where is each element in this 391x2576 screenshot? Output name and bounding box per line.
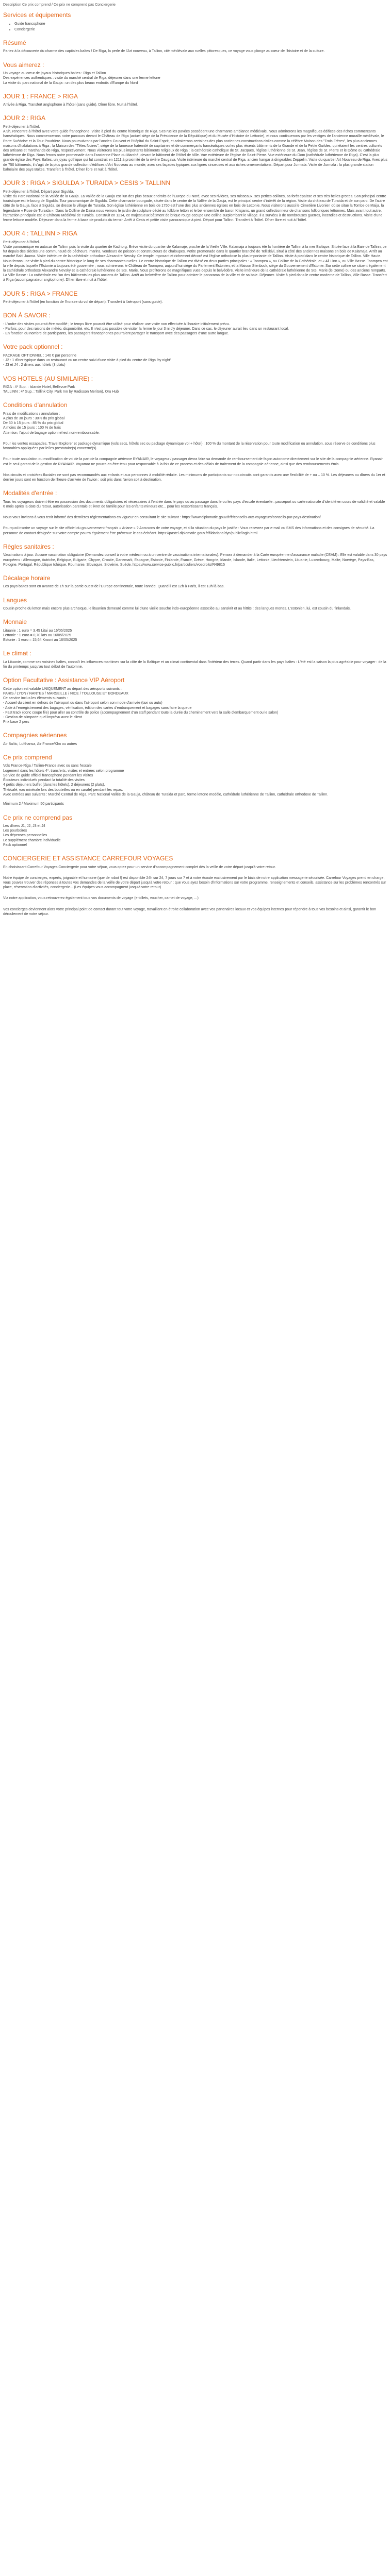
conditions-line: A moins de 15 jours : 100 % de frais — [3, 426, 61, 430]
comprend-text — [3, 764, 388, 806]
aimerez-title: Vous aimerez : — [3, 61, 44, 69]
modalites-title: Modalités d'entrée : — [3, 489, 57, 497]
monnaie-line: Estonie : 1 euro = 15,64 Krooni au 16/05/2025 — [3, 638, 77, 642]
day5-text: Petit-déjeuner à l'hôtel (en fonction de l'horaire du vol de départ). Transfert à l'aéroport (sans guide). — [3, 300, 163, 304]
conditions-line: A plus de 30 jours : 30% du prix global — [3, 417, 65, 420]
services-list — [3, 22, 388, 32]
comprend-line: Minimum 2 / Maximum 50 participants — [3, 802, 64, 806]
sanitaires-title: Règles sanitaires : — [3, 543, 54, 550]
day2-text — [3, 125, 388, 172]
description-header: Description Ce prix comprend / Ce prix ne comprend pas Conciergerie — [3, 3, 116, 7]
day5-title: JOUR 5 : RIGA > FRANCE — [3, 290, 78, 297]
ne-comprend-line: Les dîners J1, J2, J3 et J4 — [3, 824, 45, 828]
langues-title: Langues — [3, 596, 27, 604]
conditions-line: De 30 à 15 jours : 85 % du prix global — [3, 421, 63, 426]
day4-text — [3, 240, 388, 283]
comprend-line: Service de guide officiel francophone pendant les visites — [3, 773, 93, 777]
services-item: • Guide francophone — [14, 22, 388, 26]
resume-text: Partez à la découverte du charme des capitales baltes ! De Riga, la perle de l'Art nouveau, à Tallinn, cité médiévale aux ruelles pittoresques, ce voyage vous plonge au cœur de l'histoire et de la culture. — [3, 49, 325, 54]
conciergerie-paragraph: Via notre application, vous retrouverez également tous vos documents de voyage (e-billets, voucher, carnet de voyage, ...) — [3, 896, 199, 901]
option-text — [3, 687, 388, 725]
option-line: Prix base 2 pers — [3, 720, 29, 724]
day2-intro: Petit-déjeuner à l'hôtel. — [3, 125, 40, 129]
hotels-line: TALLINN : 4* Sup. : Tallink City, Park Inn by Radisson Meriton), Oru Hub — [3, 390, 119, 394]
comprend-line: Vols France-Riga / Tallinn-France avec ou sans l'escale — [3, 764, 92, 768]
pack-line: PACKAGE OPTIONNEL : 140 € par personne — [3, 353, 77, 358]
conditions-paragraph: Pour les ventes escapades, Travel Explorer et package dynamique (vols secs, hôtels sec ou package dynamique vol + hôtel) : 100 % du montant de la réservation pour toute modification ou annulation, sous réserve de conditions plus favorables appliquées par le/les prestataire(s) concerné(s). — [3, 442, 376, 451]
decalage-title: Décalage horaire — [3, 574, 51, 582]
pack-line: - J3 et J4 : 2 diners aux hôtels (3 plats) — [3, 363, 66, 367]
aimerez-line: Des expériences authentiques : visite du marché central de Riga, déjeuner dans une ferme lettone — [3, 76, 160, 80]
day3-body: Visite du Parc National de la Vallée de la Gauja. La Vallée de la Gauja est l'un des plus beaux endroits de l'Europe du Nord, avec ses rivières, ses ruisseaux, ses petites collines, sa forêt épaisse et ses très belles grottes. Son principal centre touristique est le bourg de Sigulda. Tour panoramique de Sigulda. Cette charmante bourgade, située dans le centre de la Vallée de la Gauja, est le principal centre d'intérêt de la région. Visite du château de Turaida et de son parc. De l'autre côté de la Gauja, face à Sigulda, se dresse le village de Turaida. Son église luthérienne en bois de 1750 est l'une des plus anciennes églises en bois de Lettonie. Nous visiterons aussi le Cimetière Livonien où se situe la Tombe de Maija, la légendaire « Rose de Turaida ». Dans la Colline de Daina nous verrons le jardin de sculpture dédié au folklore letton et le bel ensemble de baron Krisjanis, un grand collectionneur de chansons folkloriques lettonnes. Mais avant tout autre, l'attraction principale est le Château Médiéval de Turaida. Construit en 1214, ce majestueux bâtiment de brique rouge occupe une colline surplombant le village. Il a survécu à de nombreuses guerres, incendies et destructions. Visite d'une ferme lettone modèle. Déjeuner dans la ferme à base de produits du terroir. Arrêt à Cesis et petite visite panoramique à pied. Départ pour Tallinn. Transfert à l'hôtel. Dîner libre et nuit à l'hôtel. — [3, 194, 386, 222]
day3-text — [3, 190, 388, 223]
option-line: - Fast track (donc coupe file) pour aller au contrôle de police (accompagnement d'un staff pendant toute la durée du cheminement vers la salle d'embarquement ou le salon) — [3, 710, 279, 715]
ne-comprend-text — [3, 824, 388, 848]
bon-savoir-line: - Parfois, pour des raisons de météo, disponibilité, etc. Il n'est pas possible de visiter la ferme le jour 3 ni d'y déjeuner. Dans ce cas, le déjeuner aurait lieu dans un restaurant local. — [3, 327, 289, 331]
conditions-line: Attention, l'ajout de bagage optionnel est non-remboursable. — [3, 431, 100, 435]
services-item: • Conciergerie — [14, 27, 388, 32]
bon-savoir-line: - L'ordre des visites pourrait être modifié ; le temps libre pourrait être utilisé pour réaliser une visite non effectuée à l'horaire initialement prévu. — [3, 322, 230, 326]
day4-intro: Petit-déjeuner à l'hôtel. — [3, 240, 40, 244]
compagnies-text: Air Baltic, Lufthansa, Air France/Klm ou autres — [3, 742, 77, 746]
monnaie-text — [3, 629, 388, 643]
modalites-paragraph: Nous vous invitons à vous tenir informé des dernières réglementations en vigueur en consultant le site suivant : https://www.diplomatie.gouv.fr/fr/conseils-aux-voyageurs/conseils-par-pays-destination/ — [3, 516, 321, 520]
day1-text: Arrivée à Riga. Transfert anglophone à l'hôtel (sans guide). Dîner libre. Nuit à l'hôtel. — [3, 103, 138, 107]
aimerez-text — [3, 71, 388, 86]
day3-title: JOUR 3 : RIGA > SIGULDA > TURAIDA > CESIS > TALLINN — [3, 179, 171, 187]
conciergerie-paragraph: Vos concierges deviennent alors votre principal point de contact durant tout votre voyage, travaillant en étroite collaboration avec vos partenaires locaux et vos équipes internes pour répondre à tous vos besoins et ainsi, garantir le bon déroulement de votre séjour. — [3, 907, 376, 916]
day3-intro: Petit-déjeuner à l'hôtel. Départ pour Sigulda. — [3, 190, 74, 194]
comprend-line: 4 petits déjeuners buffet (dans les hôtels), 2 déjeuners (2 plats), — [3, 783, 105, 787]
conditions-paragraph: Nos circuits et croisières fluviales ne sont pas recommandés aux enfants et aux personnes à mobilité réduite. Les minimums de participants sur nos circuits sont garantis avec une flexibilité de + ou – 10 %. Les déjeuners ou dîners du 1er et dernier jours sont en fonction de l'heure d'arrivée de l'avion : soit pris dans l'avion soit à destination. — [3, 473, 385, 482]
pack-text — [3, 353, 388, 368]
hotels-line: RIGA : 4* Sup. : Islande Hotel, Bellevue Park — [3, 385, 75, 389]
day4-body: Visite panoramique en autocar de Tallinn puis la visite du quartier de Kadriorg. Brève visite du quartier de Kalamaje, proche de la Vieille Ville. Kalamaja a toujours été la frontière de Tallinn à la mer Baltique. Située face à la Baie de Tallinn, ce fut depuis des siècles une communauté de pêcheurs, marins, vendeurs de poisson et constructeurs de chaloupes. Petite promenade dans le quartier branché de Telliskivi, situé à côté des anciennes maisons en bois de Kalamaja. Arrêt au marché Balti Jaama. Visite intérieure de la cathédrale orthodoxe Alexandre Nevsky. Ce temple imposant et richement décoré est l'église orthodoxe la plus importante de Tallinn. Visite à pied dans le centre historique de Tallinn. Ville Haute. Nous ferons une visite à pied du centre historique le long de ses charmantes ruelles. Le centre historique de Tallinn est divisé en deux parties principales : « Toompea », ou Colline de la Cathédrale, et « All Linn », ou Ville Basse. Toompea est la ville depuis laquelle l'Estonie a toujours été gouvernée ; nous admirerons le Château de Toompea, aujourd'hui siège du Parlement Estonien, et la Maison Stenbock, siège du Gouvernement d'Estonie. Sur cette colline se situent également la cathédrale orthodoxe Alexandre Nevsky et la cathédrale luthérienne de Ste. Marie. Nous profiterons de magnifiques vues depuis le belvédère. Visite intérieure de la cathédrale luthérienne de Ste. Marie (le Dome) ou des anciens remparts. La Ville Basse : La cathédrale est l'un des bâtiments les plus anciens de Tallinn. Arrêt au belvédère de Tallinn pour admirer le panorama de la ville et de sa baie. Déjeuner. Visite à pied dans le centre moderne de Tallinn, Ville Basse. Transfert à Riga (accompagnateur anglophone). Dîner libre et nuit à l'hôtel. — [3, 245, 388, 282]
langues-text: Cousin proche du letton mais encore plus archaïque, le lituanien demeuré comme lui d'une vieille souche indo-européenne associée au sanskrit et au hittite : des langues mortes. L'estonien, lui, est cousin du finlandais. — [3, 607, 351, 611]
aimerez-line: Un voyage au cœur de joyaux historiques baltes : Riga et Tallinn — [3, 72, 106, 76]
monnaie-line: Lettonie : 1 euro = 0,70 lats au 16/05/2025 — [3, 633, 71, 637]
comprend-line: Logement dans les hôtels 4*, transferts, visites et entrées selon programme — [3, 769, 124, 773]
day4-title: JOUR 4 : TALLINN > RIGA — [3, 230, 77, 238]
compagnies-title: Compagnies aériennes — [3, 732, 67, 739]
option-line: Ce service inclus les éléments suivants : — [3, 697, 68, 701]
ne-comprend-line: Le supplément chambre individuelle — [3, 838, 61, 842]
comprend-line: Thé/café, eau minérale lors des bouteilles ou en carafe) pendant les repas. — [3, 788, 123, 792]
bon-savoir-title: BON À SAVOIR : — [3, 312, 51, 319]
climat-text: La Lituanie, comme ses voisines baltes, connaît les influences maritimes sur la côte de la Baltique et un climat continental dans l'intérieur des terres. Quand partir dans les pays baltes : L'été est la saison la plus agréable pour voyager : de la fin du printemps jusqu'au tout début de l'automne. — [3, 660, 386, 669]
option-line: - Accueil du client en dehors de l'aéroport ou dans l'aéroport selon son mode d'arrivée (taxi ou auto) — [3, 701, 162, 705]
monnaie-line: Lituanie : 1 euro = 3,45 Litai au 16/05/2025 — [3, 629, 72, 633]
day1-title: JOUR 1 : FRANCE > RIGA — [3, 92, 78, 100]
conditions-title: Conditions d'annulation — [3, 401, 68, 409]
product-description-page — [0, 3, 391, 925]
pack-line: - J2 : 1 dîner typique dans un restaurant ou un centre suivi d'une visite à pied du centre de Riga 'by night' — [3, 359, 171, 363]
conciergerie-title: CONCIERGERIE ET ASSISTANCE CARREFOUR VOYAGES — [3, 855, 173, 862]
aimerez-line: La visite du parc national de la Gauja : un des plus beaux endroits d'Europe du Nord — [3, 81, 138, 85]
services-title: Services et équipements — [3, 11, 71, 19]
conditions-fees — [3, 412, 388, 435]
climat-title: Le climat : — [3, 650, 31, 657]
modalites-paragraph: Pourquoi inscrire un voyage sur le site officiel du gouvernement français « Ariane » ? Accusons de votre voyage, et si la situation du pays le justifie : Vous recevrez par e-mail ou SMS des informations et des consignes de sécurité. La personne de contact désignée sur votre compte pourra également être prévenue le cas échéant. https://pastel.diplomatie.gouv.fr/fildariane/dyn/public/login.html — [3, 527, 374, 535]
bon-savoir-text — [3, 322, 388, 336]
ne-comprend-line: Les dépenses personnelles — [3, 834, 47, 838]
sanitaires-text: Vaccinations à jour. Aucune vaccination obligatoire (Demandez conseil à votre médecin ou à un centre de vaccinations internationales). Pensez à demander à la Carte européenne d'assurance maladie (CEAM) : Elle est valable dans 30 pays européens : Allemagne, Autriche, Belgique, Bulgarie, Chypre, Croatie, Danemark, Espagne, Estonie, Finlande, France, Grèce, Hongrie, Irlande, Islande, Italie, Lettonie, Liechtenstein, Lituanie, Luxembourg, Malte, Norvège, Pays-Bas, Pologne, Portugal, République tchèque, Roumanie, Slovaquie, Slovénie, Suède. https://www.service-public.fr/particuliers/vosdroits/R49815 — [3, 553, 387, 567]
option-line: Cette option est valable UNIQUEMENT au départ des aéroports suivants : — [3, 687, 122, 691]
option-title: Option Facultative : Assistance VIP Aéroport — [3, 676, 125, 684]
pack-title: Votre pack optionnel : — [3, 343, 63, 351]
day2-body: A 9h, rencontre à l'hôtel avec votre guide francophone. Visite à pied du centre historique de Riga. Ses ruelles pavées possèdent une charmante ambiance médiévale. Nous admirerons les magnifiques édifices des riches commerçants hanséatiques. Nous commencerons notre parcours devant le Château de Riga (actuel siège de la Présidence de la République) et du Musée d'Histoire de Lettonie), et nous continuerons par les vestiges de l'ancienne muraille médiévale, le Porte Suédoise et la Tour Poudrière. Nous poursuivrons par l'ancien Couvent et l'Hôpital du Saint-Esprit, et admirerons certaines des plus anciennes constructions civiles comme la célèbre Maison des "Trois Frères", les plus anciennes maisons d'habitations à Riga ; la Maison des "Têtes Noires", siège de la fameuse fraternité de capitaines et de commerçants hanséatiques ou les plus récents bâtiments de la Grande et de la Petite Guildes, qui étaient les centres culturels des artisans et marchands de Riga, respectivement. Nous visiterons les plus importants bâtiments religieux de Riga : la cathédrale catholique de St. Jacques, l'église luthérienne de St. Jean, l'église de St. Pierre et le Dôme ou cathédrale luthérienne de Riga. Nous ferons notre promenade dans l'ancienne Place du Marché, devant le bâtiment de l'Hôtel de Ville. Vue extérieure de l'église de Saint-Pierre. Vue extérieure du Dom (cathédrale luthérienne de Riga). C'est la plus grande église des Pays Baltes, un joyau gothique qui fut construit en 1211 à proximité de la rivière Daugava. Visite intérieure du marché central de Riga, ancien hangar à dirigeables Zeppelin. Visite du quartier Art Nouveau de Riga. Avec plus de 750 bâtiments, il s'agit de la plus grande collection d'édifices d'Art Nouveau au monde, avec ses façades typiques aux lignes sinueuses et aux riches ornementations. Départ pour Jurmala. Visite de Jurmala : la plus grande station balnéaire des pays Baltes. Transfert à l'hôtel. Dîner libre et nuit à l'hôtel. — [3, 130, 388, 172]
conciergerie-paragraph: Notre équipe de concierges, experts, joignable et humaine (que de robot !) est disponible 24h sur 24, 7 jours sur 7 et à votre écoute exclusivement par le biais de notre application messagerie sécurisée. Carrefour Voyages prend en charge, vous pouvez trouver des réponses à toutes vos demandes de la veille de votre départ jusqu'à votre retour : que vous ayez besoin d'informations sur votre programme, renseignements et conseils, assistance sur les problèmes rencontrés sur place, réservation d'activités, conciergerie... (Les équipes vous accompagnent jusqu'à votre retour) — [3, 876, 386, 890]
decalage-text: Les pays baltes sont en avance de 1h sur la partie ouest de l'Europe continentale, toute l'année. Quand il est 12h à Paris, il est 13h là-bas. — [3, 585, 225, 589]
comprend-title: Ce prix comprend — [3, 754, 52, 761]
modalites-paragraph: Tous les voyageurs doivent être en possession des documents obligatoires et nécessaires à l'entrée dans le pays ou au passage dans le ou les pays d'escale éventuelle : passeport ou carte nationale d'identité en cours de validité et valable 6 mois après la date du retour, autorisation parentale et livret de famille pour les enfants mineurs etc... pour les ressortissants français. — [3, 500, 385, 509]
bon-savoir-line: - En fonction du nombre de participants, les passagers francophones pourraient partager le transport avec des passagers d'une autre langue. — [3, 332, 229, 336]
comprend-line: Écouteurs individuels pendant la totalité des visites — [3, 778, 85, 783]
comprend-line: Avec entrées aux suivants : Marché Central de Riga, Parc National Vallée de la Gauja, château de Turaida et parc, ferme lettone modèle, cathédrale luthérienne de Tallinn, cathédrale orthodoxe de Tallinn. — [3, 792, 329, 796]
ne-comprend-title: Ce prix ne comprend pas — [3, 814, 73, 821]
day2-title: JOUR 2 : RIGA — [3, 114, 46, 122]
hotels-title: VOS HOTELS (AU SIMILAIRE) : — [3, 375, 93, 382]
option-line: - Gestion de n'importe quel imprévu avec le client — [3, 716, 83, 719]
ne-comprend-line: Pack optionnel — [3, 843, 27, 847]
monnaie-title: Monnaie — [3, 618, 27, 626]
option-line: - Aide à l'enregistrement des bagages, vérification, édition des cartes d'embarquement et bagages sans faire la queue — [3, 706, 192, 710]
conciergerie-paragraph: En choisissant Carrefour Voyages Conciergerie pour votre séjour, vous optez pour un service d'accompagnement complet dès la veille de votre départ jusqu'à votre retour. — [3, 865, 276, 869]
conditions-paragraph: Pour toute annulation ou modification de vol de la part de la compagnie aérienne RYANAIR, le voyageur / passager devra faire sa demande de remboursement de façon autonome directement sur le site de la compagnie aérienne. Ryanair est le seul garant de la gestion de RYANAIR. Voyamar ne pourra en être tenu pour responsable à la fois de ce process et des délais de traitement de la compagnie aérienne, ainsi que des remboursements émis. — [3, 457, 383, 466]
option-line: PARIS / LYON / NANTES / MARSEILLE / NICE / TOULOUSE ET BORDEAUX — [3, 691, 128, 696]
ne-comprend-line: Les pourboires — [3, 829, 27, 833]
conditions-line: Frais de modifications / annulation : — [3, 412, 60, 416]
resume-title: Résumé — [3, 39, 26, 47]
hotels-text — [3, 385, 388, 394]
